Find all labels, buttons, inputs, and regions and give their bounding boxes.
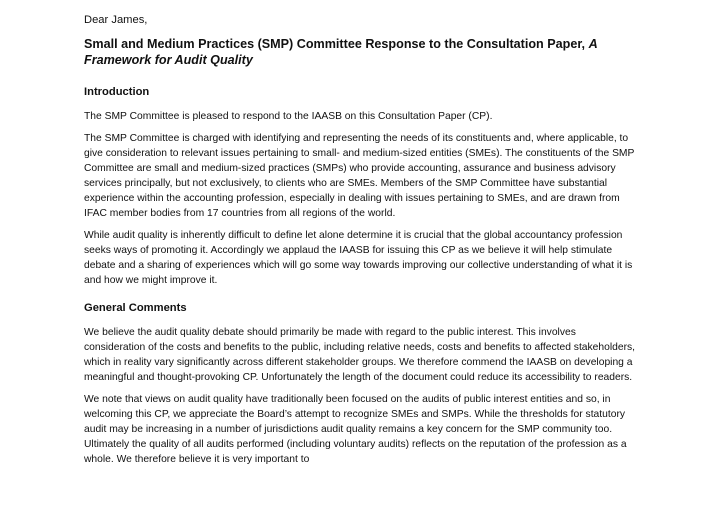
- general-paragraph-2: We note that views on audit quality have traditionally been focused on the audits of public interest entities and so, in welcoming this CP, we appreciate the Board’s attempt to recognize SMEs and SMPs. While the thresholds for statutory audit may be increasing in a number of jurisdictions audit quality remains a key concern for the SMP community too. Ultimately the quality of all audits performed (including voluntary audits) reflects on the reputation of the profession as a whole. We therefore believe it is very important to: [84, 394, 627, 465]
- general-paragraph-1: We believe the audit quality debate should primarily be made with regard to the public interest. This involves consideration of the costs and benefits to the public, including relative needs, costs and benefits to affected stakeholders, which in reality vary significantly across different stakeholder groups. We therefore commend the IAASB on developing a meaningful and thought-provoking CP. Unfortunately the length of the document could reduce its accessibility to readers.: [84, 327, 636, 383]
- letter-title: [84, 36, 636, 68]
- general-comments-heading: General Comments: [84, 302, 187, 314]
- intro-paragraph-1: The SMP Committee is pleased to respond to the IAASB on this Consultation Paper (CP).: [84, 111, 493, 122]
- introduction-heading: Introduction: [84, 86, 150, 98]
- intro-paragraph-2: The SMP Committee is charged with identifying and representing the needs of its constituents and, where applicable, to give consideration to relevant issues pertaining to small- and medium-sized entities (SMEs). The constituents of the SMP Committee are small and medium-sized practices (SMPs) who provide accounting, assurance and business advisory services principally, but not exclusively, to clients who are SMEs. Members of the SMP Committee have substantial experience within the accounting profession, especially in dealing with issues pertaining to SMEs, and are drawn from IFAC member bodies from 17 countries from all regions of the world.: [84, 133, 635, 219]
- title-italic: A Framework for Audit Quality: [84, 37, 598, 67]
- salutation: Dear James,: [84, 14, 148, 26]
- title-main: Small and Medium Practices (SMP) Committee Response to the Consultation Paper,: [84, 37, 589, 51]
- letter-page: [84, 12, 636, 474]
- intro-paragraph-3: While audit quality is inherently difficult to define let alone determine it is crucial that the global accountancy profession seeks ways of promoting it. Accordingly we applaud the IAASB for issuing this CP as we believe it will help stimulate debate and a sharing of experiences which will go some way towards improving our collective understanding of what it is and how we might improve it.: [84, 230, 633, 286]
